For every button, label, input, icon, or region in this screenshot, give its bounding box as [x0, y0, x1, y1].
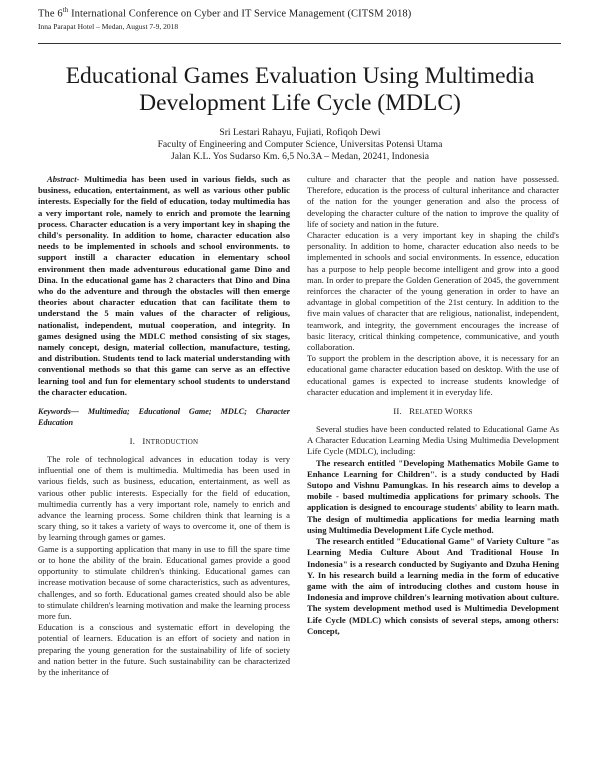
section-heading-introduction — [38, 436, 290, 446]
intro-paragraph-1: The role of technological advances in education today is very influential one of them is multimedia. Multimedia has been used in various fields, such as business, education, entertainment, as well as various other public interests. Especially for the field of education, multimedia currently has a very important role, namely to enrich and advance the learning process. Some children think that learning is a scary thing, so it takes a variety of ways to overcome it, one of them is by learning through games or games. — [38, 454, 290, 543]
keywords: Keywords— Multimedia; Educational Game; MDLC; Character Education — [38, 407, 290, 428]
conference-title-pre: The 6 — [38, 8, 63, 20]
section-rest: ORKS — [453, 408, 473, 417]
related-paragraph-1: Several studies have been conducted related to Educational Game As A Character Education Learning Media Using Multimedia Development Life Cycle (MDLC), including: — [307, 424, 559, 457]
paper-title: Educational Games Evaluation Using Multimedia Development Life Cycle (MDLC) — [65, 63, 535, 116]
section-rest: ELATED — [415, 408, 445, 417]
address: Jalan K.L. Yos Sudarso Km. 6,5 No.3A – Medan, 20241, Indonesia — [171, 151, 429, 162]
section-cap: R — [409, 406, 416, 417]
section-number: I. — [129, 436, 136, 447]
section-number: II. — [393, 406, 402, 417]
author-block — [40, 127, 560, 163]
abstract-text: Multimedia has been used in various fields, such as business, education, entertainment, as well as various other public interests. Especially for the field of education, today multimedia has a very important role, namely to enrich and promote the learning process. Character education is a very important key in shaping the child's personality. In addition to home, character education also needs to be implemented in schools and school environments. to support instill a character education in elementary school environment then made adventurous educational game Dino and Dina. In the educational game has 2 characters that Dino and Dina who do the adventure and through the obstacles will then emerge theories about character education that can facilitate them to understand the 5 main values of the character of religious, nationalist, independent, mutual cooperation, and integrity. In games designed using the MDLC method consisting of six stages, namely concept, design, material collection, manufacture, testing, and distribution. Students tend to lack material understanding with conventional methods so that this game can serve as an effective learning tool and fun for elementary school students to understand the character education. — [38, 174, 290, 397]
related-paragraph-3: The research entitled "Educational Game" of Variety Culture "as Learning Media Culture About And Traditional House In Indonesia" is a research conducted by Sugiyanto and Dzuha Hening Y. In his research build a learning media in the form of educative game with the aim of introducing clothes and custom house in Indonesia and improve children's learning motivation about culture. The system development method used is Multimedia Development Life Cycle (MDLC) which consists of several steps, among others: Concept, — [307, 536, 559, 636]
intro-paragraph-3-continued: culture and character that the people and nation have possessed. Therefore, education is the process of cultural inheritance and character of the nation for the younger generation and also the process of developing the character culture of the nation to improve the quality of life of society and nation in the future. — [307, 174, 559, 229]
conference-header — [38, 4, 568, 32]
section-cap: I — [142, 436, 146, 447]
section-rest: NTRODUCTION — [145, 438, 199, 447]
left-column — [38, 174, 290, 678]
related-paragraph-2: The research entitled "Developing Mathematics Mobile Game to Enhance Learning for Children". is a study conducted by Hadi Sutopo and Vishnu Pamungkas. In his research aims to develop a mobile - based multimedia applications for primary schools. The application is designed to encourage students' ability to learn math. The design of multimedia applications for media learning math using Multimedia Development Life Cycle method. — [307, 457, 559, 535]
conference-title — [38, 4, 568, 21]
abstract — [38, 174, 290, 398]
section-heading-related-works — [307, 406, 559, 416]
abstract-label: Abstract- — [47, 174, 80, 184]
authors: Sri Lestari Rahayu, Fujiati, Rofiqoh Dewi — [219, 127, 381, 138]
intro-paragraph-4: Character education is a very important key in shaping the child's personality. In addition to home, character education also needs to be implemented in schools and social environments. In essence, education has a purpose to help people become intelligent and grow into a good man. In order to prepare the Golden Generation of 2045, the government reinforces the character of the young generation in order to have an advantage in global competition of the 21st century. In addition to the five main values of character that are religious, nationalist, independent, teamwork, and integrity, the government encourages the increase of basic literacy, critical thinking competence, communicative, and youth collaboration. — [307, 230, 559, 353]
conference-venue: Inna Parapat Hotel – Medan, August 7-9, 2018 — [38, 21, 179, 31]
section-cap: W — [444, 406, 454, 417]
intro-paragraph-2: Game is a supporting application that many in use to fill the spare time or to hone the ability of the brain. Educational games provide a good opportunity to stimulate children's thinking. Educational games can increase motivation because of some characteristics, such as adventures, challenges, and so forth. Educational games created should also be able to stimulate children's learning motivation and make the learning process more fun. — [38, 543, 290, 621]
conference-title-sup: th — [62, 6, 69, 14]
right-column — [307, 174, 559, 637]
header-rule — [38, 43, 561, 44]
conference-title-post: International Conference on Cyber and IT Service Management (CITSM 2018) — [68, 8, 412, 20]
intro-paragraph-5: To support the problem in the description above, it is necessary for an educational game character education based on desktop. With the use of educational games is expected to increase students knowledge of character education and implement it in everyday life. — [307, 353, 559, 397]
intro-paragraph-3: Education is a conscious and systematic effort in developing the potential of learners. Education is an effort of society and nation in preparing the young generation for the sustainability of life of society and nation better in the future. Such sustainability can be characterized by the inheritance of — [38, 622, 290, 677]
affiliation: Faculty of Engineering and Computer Science, Universitas Potensi Utama — [157, 139, 443, 150]
